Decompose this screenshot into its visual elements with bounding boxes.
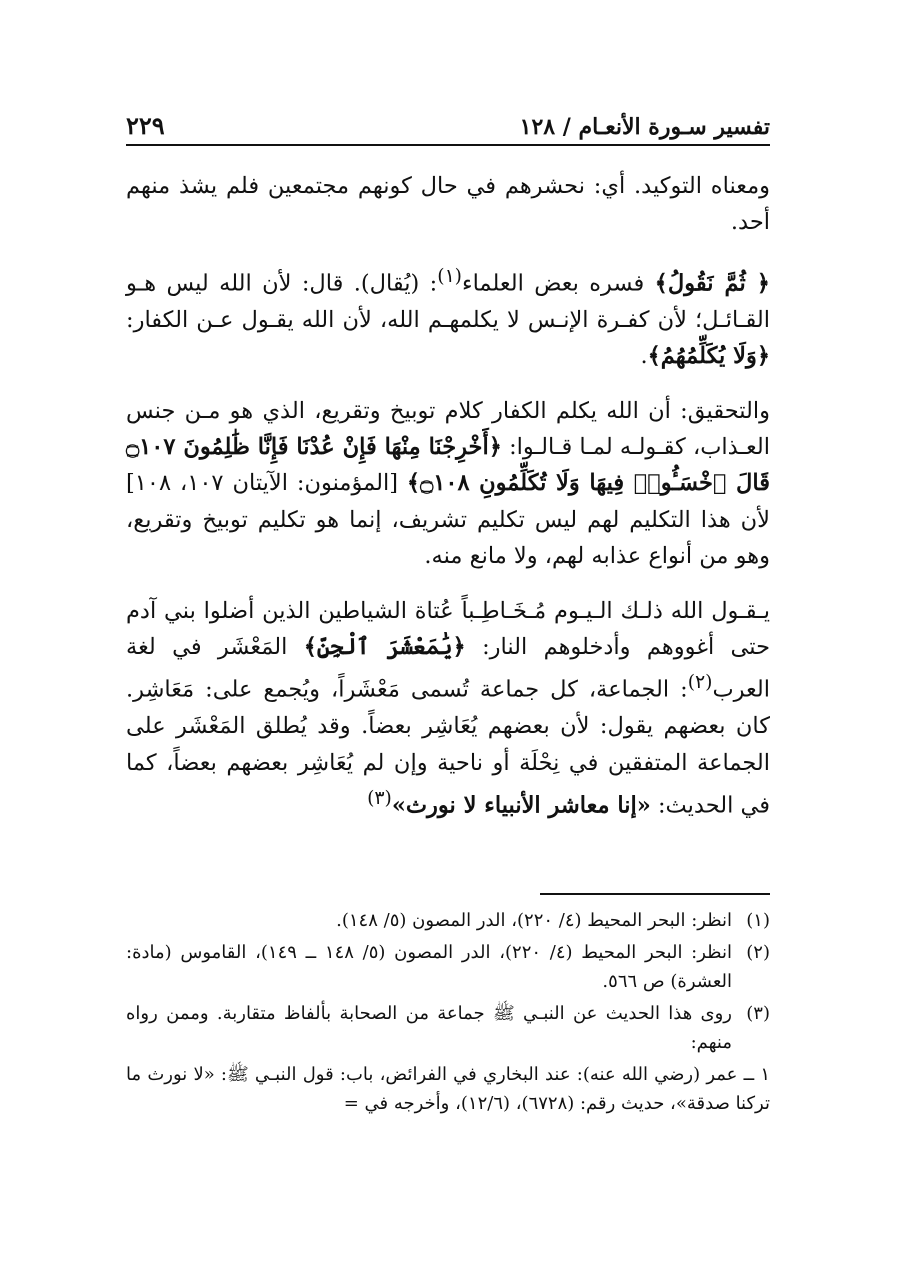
footnote-divider bbox=[540, 893, 770, 895]
page-number: ٢٢٩ bbox=[126, 111, 165, 140]
footnote-ref: (٢) bbox=[687, 672, 713, 694]
footnote-number: (٣) bbox=[746, 1003, 770, 1024]
hadith-quote: «إنا معاشر الأنبياء لا نورث» bbox=[391, 792, 651, 819]
paragraph-text: . bbox=[640, 343, 648, 370]
footnote-ref: (٣) bbox=[367, 788, 392, 810]
paragraph-text: المَعْشَر في لغة العرب bbox=[126, 633, 770, 703]
book-page bbox=[126, 0, 770, 1271]
paragraph-text: : (يُقال). قال: لأن الله ليس هـو القـائـل؛ لأن كفـرة الإنـس لا يكلمهـم الله، لأن الله يقـول عـن الكفار: bbox=[126, 270, 770, 333]
footnote-3-continuation: ١ ــ عمر (رضي الله عنه): عند البخاري في الفرائض، باب: قول النبـي ﷺ: «لا نورث ما تركنا صدقة»، حديث رقم: (٦٧٢٨)، (١٢/٦)، وأخرجه في = bbox=[126, 1064, 770, 1114]
footnote-number: (٢) bbox=[746, 942, 770, 963]
paragraph-3 bbox=[126, 393, 770, 575]
footnote-number: (١) bbox=[746, 910, 770, 931]
quran-quote: ﴿أَخْرِجْنَا مِنْهَا فَإِنْ عُدْنَا فَإِنَّا ظَٰلِمُونَ ۝١٠٧ قَالَ ٱخْسَـُٔوا۟ فِيهَا وَلَا تُكَلِّمُونِ ۝١٠٨﴾ bbox=[126, 433, 771, 497]
footnote-1 bbox=[126, 906, 770, 935]
main-text bbox=[126, 168, 770, 824]
footnote-ref: (١) bbox=[437, 265, 462, 287]
header-title: تفسير سـورة الأنعـام / ١٢٨ bbox=[519, 114, 770, 140]
footnote-3 bbox=[126, 999, 770, 1057]
paragraph-text: يـقـول الله ذلـك الـيـوم مُـخَـاطِـباً عُتاة الشياطين الذين أضلوا بني آدم حتى أغووهم وأدخلوهم النار: bbox=[126, 597, 770, 660]
paragraph-text: [المؤمنون: الآيتان ١٠٧، ١٠٨] لأن هذا التكليم لهم ليس تكليم تشريف، إنما هو تكليم توبيخ وتقريع، وهو من أنواع عذابه لهم، ولا مانع منه. bbox=[126, 470, 770, 570]
paragraph-4 bbox=[126, 593, 770, 824]
paragraph-1: ومعناه التوكيد. أي: نحشرهم في حال كونهم مجتمعين فلم يشذ منهم أحد. bbox=[126, 173, 770, 236]
footnote-text: روى هذا الحديث عن النبـي ﷺ جماعة من الصحابة بألفاظ متقاربة. وممن رواه منهم: bbox=[126, 1003, 732, 1053]
footnote-text: انظر: البحر المحيط (٤/ ٢٢٠)، الدر المصون (٥/ ١٤٨). bbox=[336, 910, 732, 931]
paragraph-text: والتحقيق: أن الله يكلم الكفار كلام توبيخ وتقريع، الذي هو مـن جنس العـذاب، كقـولـه لمـا قـالـوا: bbox=[126, 397, 771, 460]
quran-quote: ﴿وَلَا يُكَلِّمُهُمُ﴾ bbox=[647, 343, 770, 370]
paragraph-text: : الجماعة، كل جماعة تُسمى مَعْشَراً، ويُجمع على: مَعَاشِر. كان بعضهم يقول: لأن بعضهم يُعَاشِر بعضاً. وقد يُطلق المَعْشَر على الجماعة المتفقين في نِحْلَة أو ناحية وإن لم يُعَاشِر بعضهم بعضاً، كما في الحديث: bbox=[126, 676, 770, 819]
footnotes bbox=[126, 906, 770, 1118]
quran-quote: ﴿ ثُمَّ نَقُولُ﴾ bbox=[654, 270, 770, 297]
footnote-2 bbox=[126, 938, 770, 996]
footnote-text: انظر: البحر المحيط (٤/ ٢٢٠)، الدر المصون (٥/ ١٤٨ ــ ١٤٩)، القاموس (مادة: العشرة) ص ٥٦٦. bbox=[126, 942, 732, 992]
paragraph-text: فسره بعض العلماء bbox=[462, 270, 655, 297]
paragraph-2 bbox=[126, 259, 770, 375]
quran-quote: ﴿يَٰمَعْشَرَ ٱلْجِنِّ﴾ bbox=[303, 633, 466, 660]
running-header bbox=[126, 104, 770, 146]
